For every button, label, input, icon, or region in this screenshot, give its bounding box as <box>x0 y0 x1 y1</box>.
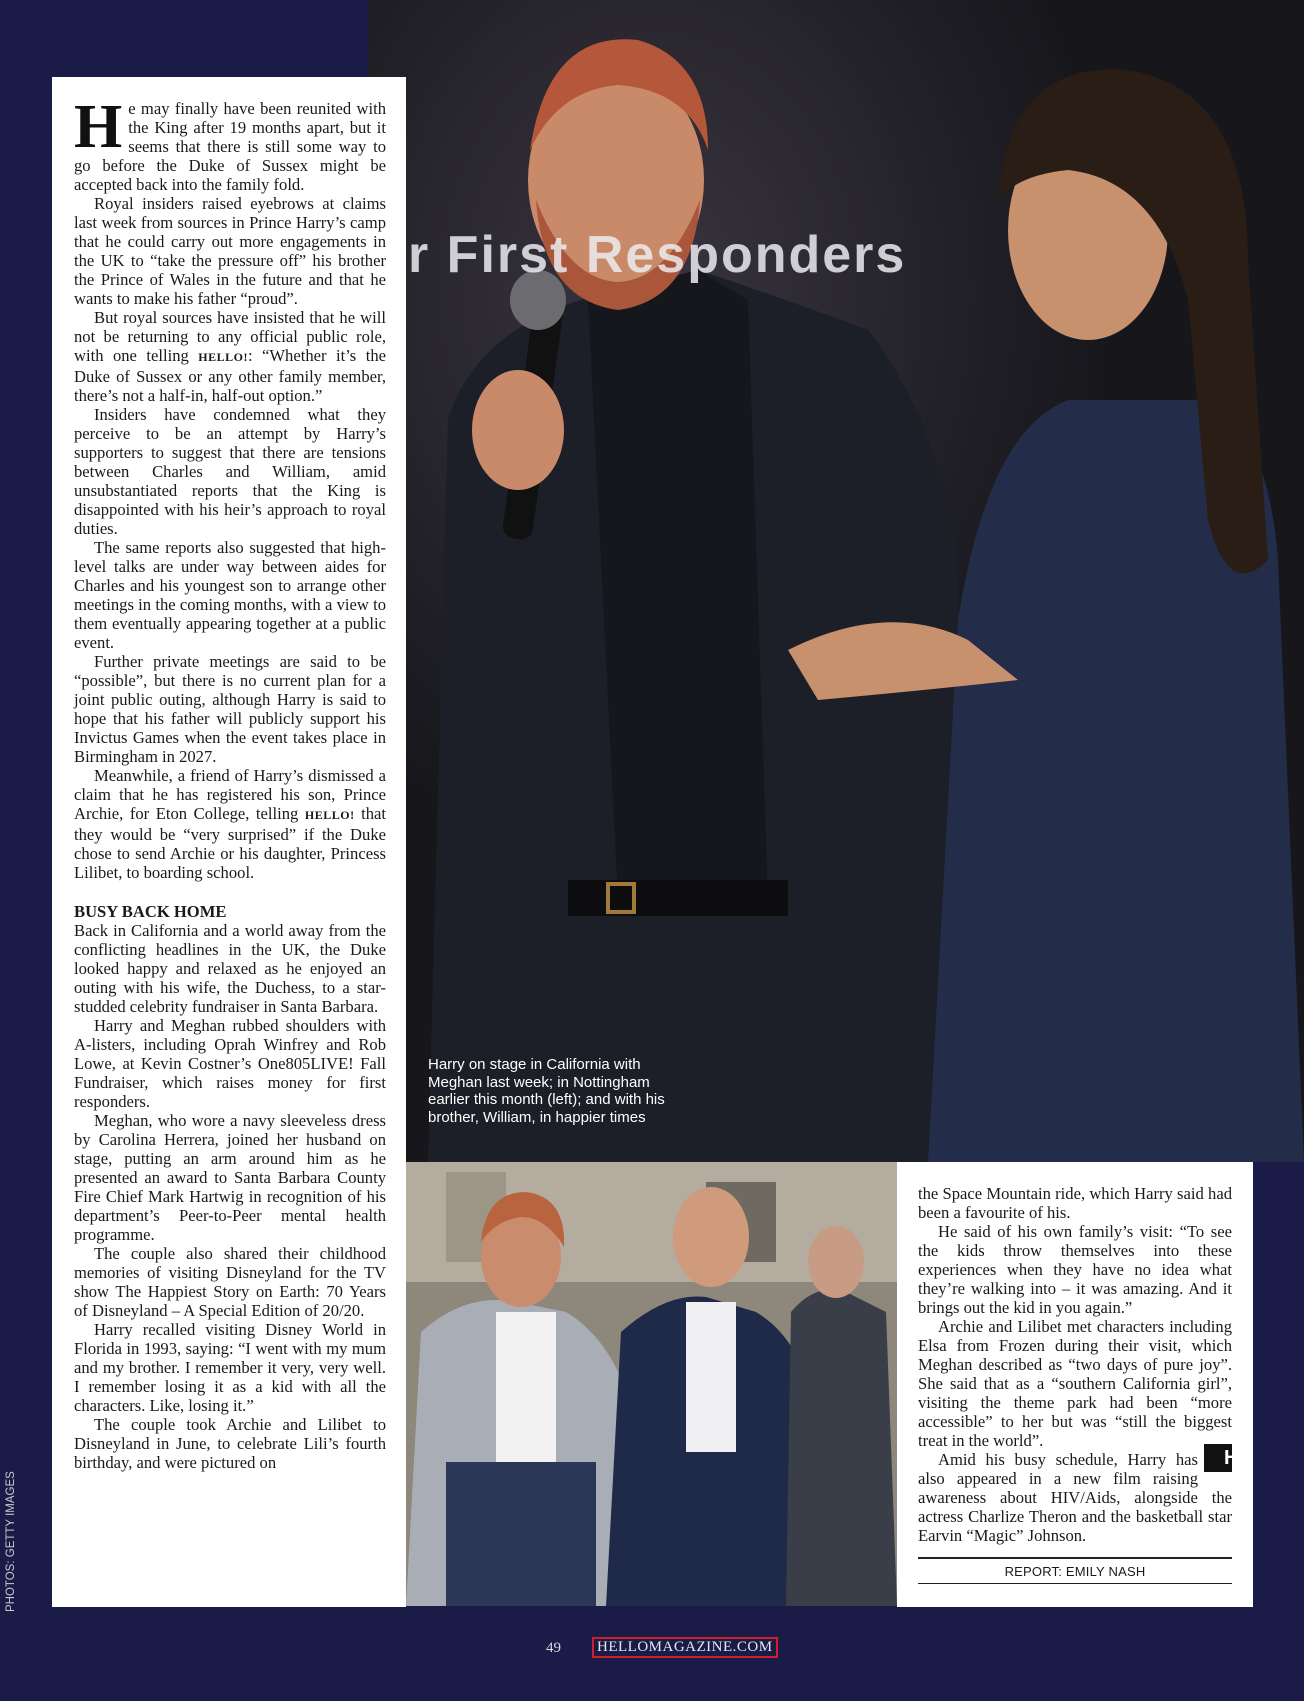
site-link[interactable]: HELLOMAGAZINE.COM <box>592 1637 778 1658</box>
page-number: 49 <box>546 1640 561 1656</box>
article-paragraph: Further private meetings are said to be “possible”, but there is no current plan for a joint public outing, although Harry is said to hope that his father will publicly support his Invictus Games when the event takes place in Birmingham in 2027. <box>74 652 386 766</box>
photo-caption: Harry on stage in California with Meghan last week; in Nottingham earlier this month (left); and with his brother, William, in happier times <box>428 1056 665 1126</box>
section-subhead: BUSY BACK HOME <box>74 902 227 921</box>
hello-brand: HELLO! <box>198 350 248 364</box>
article-body-right <box>918 1184 1239 1545</box>
article-paragraph: Meghan, who wore a navy sleeveless dress by Carolina Herrera, joined her husband on stage, putting an arm around him as he presented an award to Santa Barbara County Fire Chief Mark Hartwig in recognition of his department’s Peer-to-Peer mental health programme. <box>74 1111 386 1244</box>
hello-brand: HELLO! <box>304 808 355 822</box>
stage-photo-illustration <box>368 0 1304 1162</box>
article-paragraph <box>74 766 386 882</box>
photo-credit: PHOTOS: GETTY IMAGES <box>5 1471 17 1612</box>
article-paragraph: Archie and Lilibet met characters including Elsa from Frozen during their visit, which Meghan described as “two days of pure joy”. She said that as a “southern California girl”, visiting the theme park had been “more accessible” to her but was “still the biggest treat in the world”. <box>918 1317 1232 1450</box>
article-paragraph: Back in California and a world away from the conflicting headlines in the UK, the Duke looked happy and relaxed as he enjoyed an outing with his wife, the Duchess, to a star-studded celebrity fundraiser in Santa Barbara. <box>74 921 386 1016</box>
article-paragraph <box>918 1447 1239 1545</box>
article-paragraph <box>74 308 386 405</box>
stage-photo <box>368 0 1304 1162</box>
article-right-column <box>897 1162 1253 1607</box>
article-paragraph: Royal insiders raised eyebrows at claims last week from sources in Prince Harry’s camp that he could carry out more engagements in the UK to “take the pressure off” his brother the Prince of Wales in the future and that he wants to make his father “proud”. <box>74 194 386 308</box>
hello-end-icon: H <box>1204 1444 1232 1472</box>
article-paragraph: Harry recalled visiting Disney World in Florida in 1993, saying: “I went with my mum and my brother. I remember it very, very well. I remember losing it as a kid with all the characters. Like, losing it.” <box>74 1320 386 1415</box>
paragraph-text: e may finally have been reunited with the King after 19 months apart, but it seems that there is still some way to go before the Duke of Sussex might be accepted back into the family fold. <box>74 99 386 194</box>
brothers-photo-illustration <box>406 1162 897 1606</box>
article-paragraph: He said of his own family’s visit: “To see the kids throw themselves into these experiences when they have no idea what they’re walking into – it was amazing. And it brings out the kid in you again.” <box>918 1222 1232 1317</box>
article-paragraph: Insiders have condemned what they perceive to be an attempt by Harry’s supporters to suggest that there are tensions between Charles and William, amid unsubstantiated reports that the King is disappointed with his heir’s approach to royal duties. <box>74 405 386 538</box>
paragraph-text: that they would be “very surprised” if the Duke chose to send Archie or his daughter, Princess Lilibet, to boarding school. <box>74 804 387 882</box>
paragraph-text: : “Whether it’s the Duke of Sussex or any other family member, there’s not a half-in, half-out option.” <box>74 346 387 405</box>
brothers-photo <box>406 1162 897 1606</box>
report-byline: REPORT: EMILY NASH <box>918 1557 1232 1584</box>
paragraph-text: Amid his busy schedule, Harry has also appeared in a new film raising awareness about HIV/Aids, alongside the actress Charlize Theron and the basketball star Earvin “Magic” Johnson. <box>918 1450 1232 1545</box>
article-paragraph: The couple also shared their childhood memories of visiting Disneyland for the TV show The Happiest Story on Earth: 70 Years of Disneyland – A Special Edition of 20/20. <box>74 1244 386 1320</box>
stage-backdrop-text: r First Responders <box>408 226 907 284</box>
article-paragraph: The same reports also suggested that high-level talks are under way between aides for Charles and his youngest son to arrange other meetings in the coming months, with a view to them eventually appearing together at a public event. <box>74 538 386 652</box>
paragraph-text: Meanwhile, a friend of Harry’s dismissed a claim that he has registered his son, Prince Archie, for Eton College, telling <box>74 766 386 823</box>
article-paragraph: Harry and Meghan rubbed shoulders with A-listers, including Oprah Winfrey and Rob Lowe, at Kevin Costner’s One805LIVE! Fall Fundraiser, which raises money for first responders. <box>74 1016 386 1111</box>
drop-cap: H <box>74 93 123 161</box>
article-paragraph: the Space Mountain ride, which Harry said had been a favourite of his. <box>918 1184 1232 1222</box>
article-paragraph <box>74 93 386 194</box>
article-paragraph: The couple took Archie and Lilibet to Disneyland in June, to celebrate Lili’s fourth birthday, and were pictured on <box>74 1415 386 1472</box>
article-left-column <box>52 77 406 1607</box>
article-body-left <box>74 93 387 1472</box>
paragraph-text: But royal sources have insisted that he will not be returning to any official public role, with one telling <box>74 308 386 365</box>
